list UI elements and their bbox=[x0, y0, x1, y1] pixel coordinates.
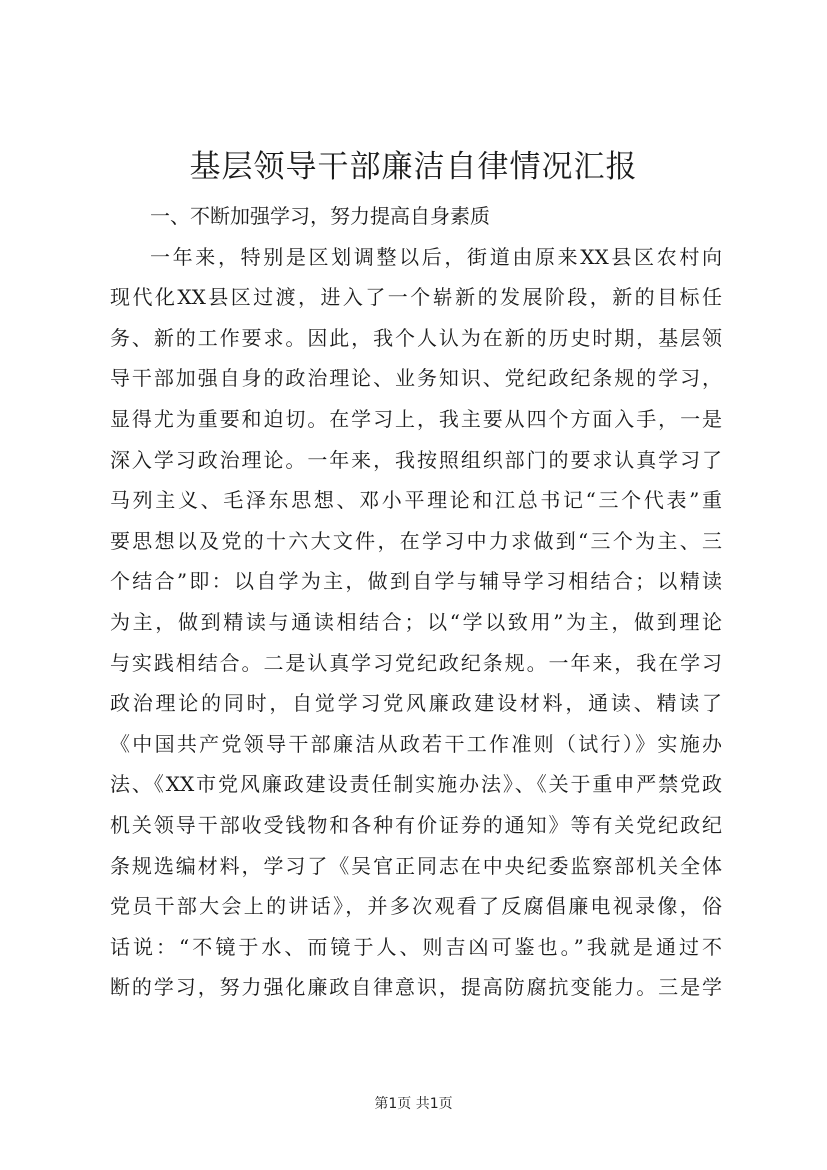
document-title: 基层领导干部廉洁自律情况汇报 bbox=[189, 149, 638, 185]
paragraph-line: 机关领导干部收受钱物和各种有价证券的通知》等有关党纪政纪 bbox=[110, 812, 722, 837]
paragraph-line: 一年来，特别是区划调整以后，街道由原来XX县区农村向 bbox=[150, 244, 722, 269]
section-heading: 一、不断加强学习，努力提高自身素质 bbox=[150, 204, 490, 228]
paragraph-line: 马列主义、毛泽东思想、邓小平理论和江总书记“三个代表”重 bbox=[110, 488, 722, 513]
paragraph-line: 导干部加强自身的政治理论、业务知识、党纪政纪条规的学习， bbox=[110, 366, 722, 391]
paragraph-line: 与实践相结合。二是认真学习党纪政纪条规。一年来，我在学习 bbox=[110, 650, 722, 675]
paragraph-line: 党员干部大会上的讲话》，并多次观看了反腐倡廉电视录像，俗 bbox=[110, 894, 722, 919]
paragraph-line: 政治理论的同时，自觉学习党风廉政建设材料，通读、精读了 bbox=[110, 691, 722, 716]
paragraph-line: 深入学习政治理论。一年来，我按照组织部门的要求认真学习了 bbox=[110, 447, 722, 472]
paragraph-line: 《中国共产党领导干部廉洁从政若干工作准则（试行）》实施办 bbox=[110, 731, 722, 756]
paragraph-line: 现代化XX县区过渡，进入了一个崭新的发展阶段，新的目标任 bbox=[110, 285, 722, 310]
paragraph-line: 显得尤为重要和迫切。在学习上，我主要从四个方面入手，一是 bbox=[110, 406, 722, 431]
page-number-footer: 第1页 共1页 bbox=[374, 1096, 453, 1112]
paragraph-line: 个结合”即：以自学为主，做到自学与辅导学习相结合；以精读 bbox=[110, 569, 722, 594]
paragraph-line: 为主，做到精读与通读相结合；以“学以致用”为主，做到理论 bbox=[110, 609, 722, 634]
document-body bbox=[110, 196, 722, 1008]
paragraph-line: 务、新的工作要求。因此，我个人认为在新的历史时期，基层领 bbox=[110, 325, 722, 350]
paragraph-line: 断的学习，努力强化廉政自律意识，提高防腐抗变能力。三是学 bbox=[110, 975, 722, 1000]
paragraph-line: 要思想以及党的十六大文件，在学习中力求做到“三个为主、三 bbox=[110, 528, 722, 553]
paragraph-line: 法、《XX市党风廉政建设责任制实施办法》、《关于重申严禁党政 bbox=[110, 772, 722, 797]
paragraph-line: 话说：“不镜于水、而镜于人、则吉凶可鉴也。”我就是通过不 bbox=[110, 934, 722, 959]
paragraph-line: 条规选编材料，学习了《吴官正同志在中央纪委监察部机关全体 bbox=[110, 853, 722, 878]
